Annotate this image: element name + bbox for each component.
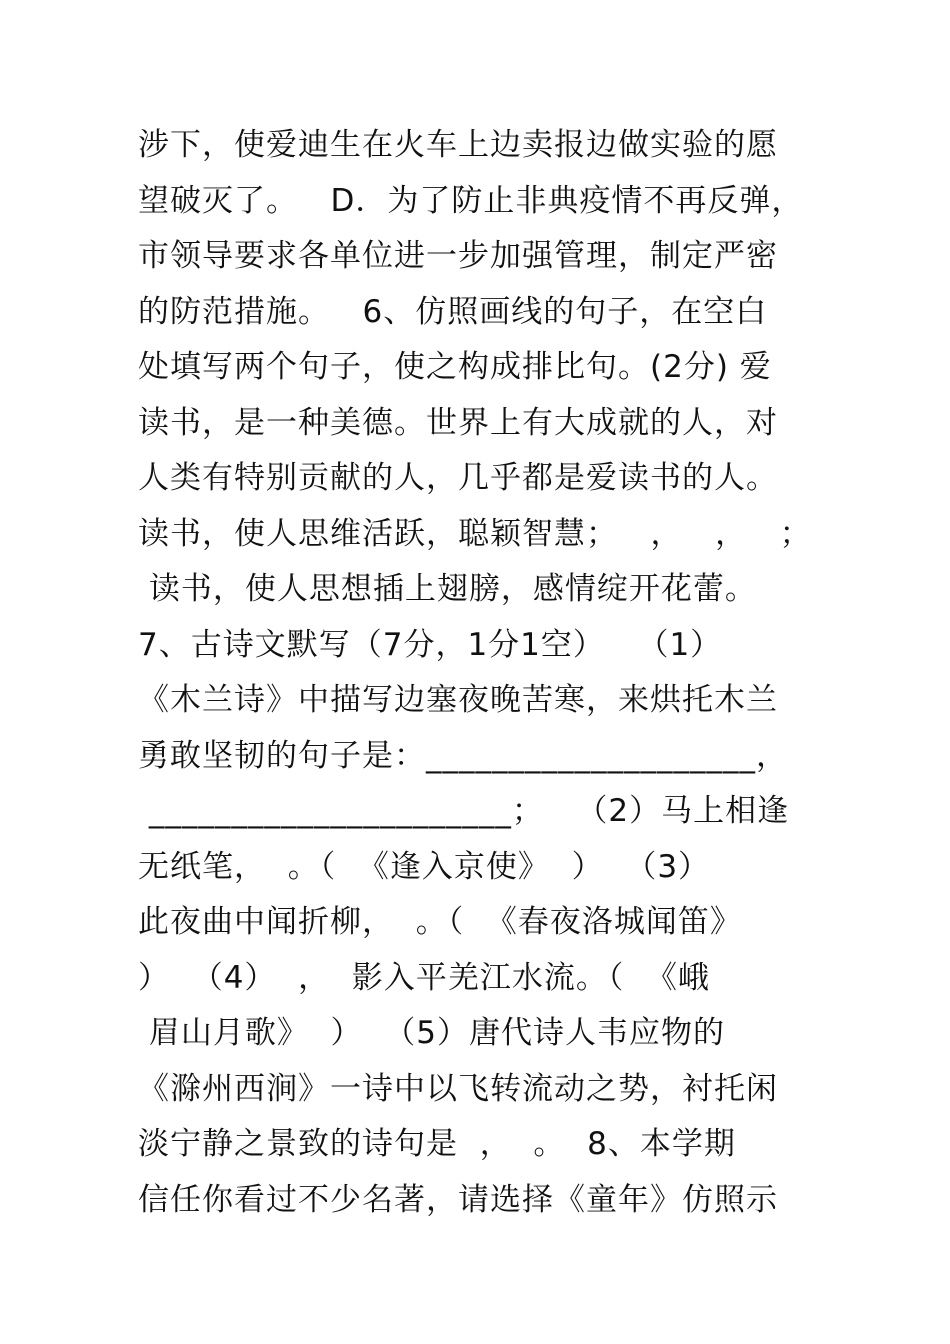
text-line: 淡宁静之景致的诗句是 ， 。 8、本学期 [138, 1126, 736, 1162]
text-line: 此夜曲中闻折柳， 。（ 《春夜洛城闻笛》 [138, 904, 742, 940]
text-line: 勇敢坚韧的句子是：____________________， [138, 737, 788, 774]
text-line: 的防范措施。 6、仿照画线的句子，在空白 [138, 293, 768, 330]
text-line: 《滁州西涧》一诗中以飞转流动之势，衬托闲 [138, 1070, 778, 1107]
text-line: 《木兰诗》中描写边塞夜晚苦寒，来烘托木兰 [138, 682, 778, 718]
text-line: 读书，使人思想插上翅膀，感情绽开花蕾。 [138, 571, 757, 607]
text-line: 无纸笔， 。（ 《逢入京使》 ） （3） [138, 848, 711, 885]
text-line: 信任你看过不少名著，请选择《童年》仿照示 [138, 1181, 778, 1218]
text-line: 市领导要求各单位进一步加强管理，制定严密 [138, 238, 778, 274]
text-line: ） （4） ， 影入平羌江水流。（ 《峨 [138, 959, 711, 996]
text-line: ______________________； （2）马上相逢 [138, 793, 790, 829]
document-body [138, 118, 838, 1228]
text-line: 处填写两个句子，使之构成排比句。(2分) 爱 [138, 349, 772, 385]
text-line: 读书，是一种美德。世界上有大成就的人，对 [138, 404, 778, 441]
text-line: 望破灭了。 D．为了防止非典疫情不再反弹， [138, 182, 804, 219]
text-line: 涉下，使爱迪生在火车上边卖报边做实验的愿 [138, 127, 778, 163]
text-line: 读书，使人思维活跃，聪颖智慧； ， ， ； [138, 515, 812, 552]
text-line: 人类有特别贡献的人，几乎都是爱读书的人。 [138, 460, 778, 496]
text-line: 眉山月歌》 ） （5）唐代诗人韦应物的 [138, 1015, 725, 1051]
text-line: 7、古诗文默写（7分，1分1空） （1） [138, 626, 723, 663]
